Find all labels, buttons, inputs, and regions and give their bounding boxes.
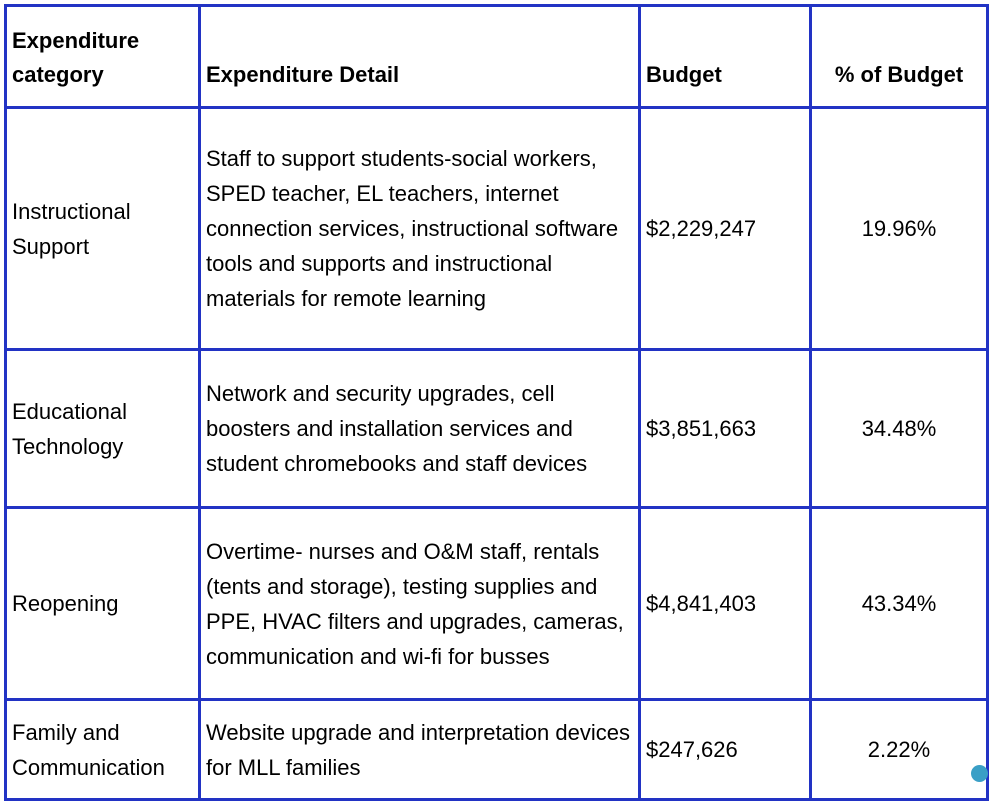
cell-detail: Network and security upgrades, cell boosters and installation services and student chromebooks and staff devices [200,350,640,508]
header-budget: Budget [640,6,811,108]
expenditure-table [4,4,989,801]
cell-detail: Staff to support students-social workers, SPED teacher, EL teachers, internet connection services, instructional software tools and supports and instructional materials for remote learning [200,108,640,350]
table-row [6,108,988,350]
cell-budget: $247,626 [640,700,811,800]
header-expenditure-detail: Expenditure Detail [200,6,640,108]
cell-category: Reopening [6,508,200,700]
header-percent-of-budget: % of Budget [811,6,988,108]
corner-dot-icon [971,765,988,782]
header-expenditure-category: Expenditure category [6,6,200,108]
cell-detail: Website upgrade and interpretation devices for MLL families [200,700,640,800]
table-row [6,350,988,508]
cell-category: Instructional Support [6,108,200,350]
cell-category: Educational Technology [6,350,200,508]
cell-budget: $3,851,663 [640,350,811,508]
cell-percent: 19.96% [811,108,988,350]
cell-percent: 34.48% [811,350,988,508]
table-row [6,700,988,800]
table-row [6,508,988,700]
cell-detail: Overtime- nurses and O&M staff, rentals (tents and storage), testing supplies and PPE, HVAC filters and upgrades, cameras, communication and wi-fi for busses [200,508,640,700]
table-header-row [6,6,988,108]
cell-budget: $2,229,247 [640,108,811,350]
cell-percent: 2.22% [811,700,988,800]
cell-budget: $4,841,403 [640,508,811,700]
cell-percent: 43.34% [811,508,988,700]
cell-category: Family and Communication [6,700,200,800]
